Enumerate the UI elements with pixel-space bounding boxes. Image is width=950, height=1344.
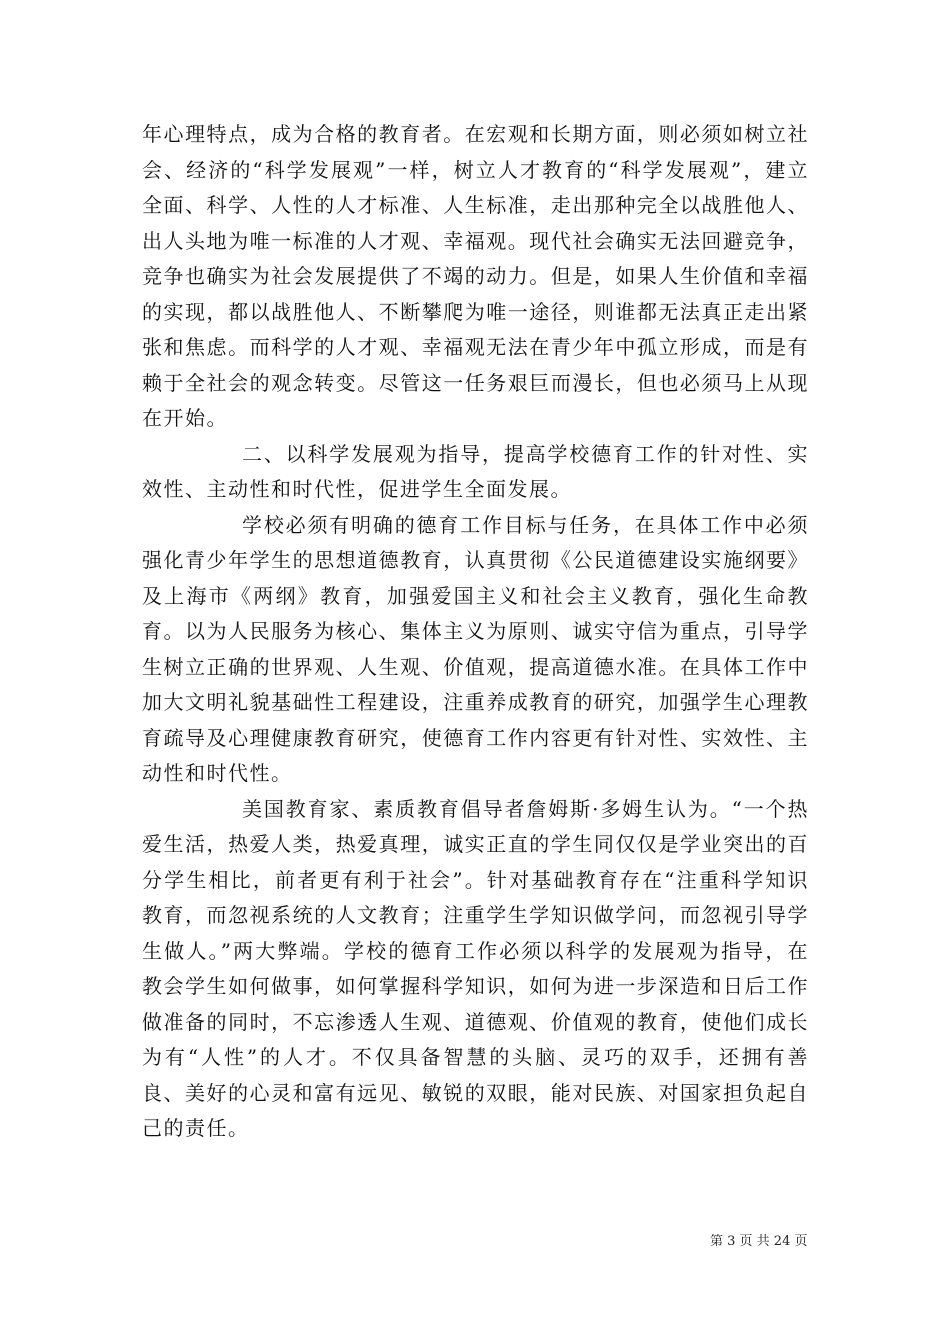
paragraph-continuation: 年心理特点，成为合格的教育者。在宏观和长期方面，则必须如树立社会、经济的“科学发展观”一样，树立人才教育的“科学发展观”，建立全面、科学、人性的人才标准、人生标准，走出那种完全以战胜他人、出人头地为唯一标准的人才观、幸福观。现代社会确实无法回避竞争，竞争也确实为社会发展提供了不竭的动力。但是，如果人生价值和幸福的实现，都以战胜他人、不断攀爬为唯一途径，则谁都无法真正走出紧张和焦虑。而科学的人才观、幸福观无法在青少年中孤立形成，而是有赖于全社会的观念转变。尽管这一任务艰巨而漫长，但也必须马上从现在开始。 <box>142 122 809 430</box>
page-number-footer: 第 3 页 共 24 页 <box>710 1234 808 1249</box>
paragraph-moral-education-goals: 学校必须有明确的德育工作目标与任务，在具体工作中必须强化青少年学生的思想道德教育，认真贯彻《公民道德建设实施纲要》及上海市《两纲》教育，加强爱国主义和社会主义教育，强化生命教育。以为人民服务为核心、集体主义为原则、诚实守信为重点，引导学生树立正确的世界观、人生观、价值观，提高道德水准。在具体工作中加大文明礼貌基础性工程建设，注重养成教育的研究，加强学生心理教育疏导及心理健康教育研究，使德育工作内容更有针对性、实效性、主动性和时代性。 <box>142 512 809 785</box>
document-body <box>142 117 809 1147</box>
section-heading-two: 二、以科学发展观为指导，提高学校德育工作的针对性、实效性、主动性和时代性，促进学生全面发展。 <box>142 441 809 501</box>
paragraph-educator-quote: 美国教育家、素质教育倡导者詹姆斯·多姆生认为。“一个热爱生活，热爱人类，热爱真理，诚实正直的学生同仅仅是学业突出的百分学生相比，前者更有利于社会”。针对基础教育存在“注重科学知识教育，而忽视系统的人文教育；注重学生学知识做学问，而忽视引导学生做人。”两大弊端。学校的德育工作必须以科学的发展观为指导，在教会学生如何做事，如何掌握科学知识，如何为进一步深造和日后工作做准备的同时，不忘渗透人生观、道德观、价值观的教育，使他们成长为有“人性”的人才。不仅具备智慧的头脑、灵巧的双手，还拥有善良、美好的心灵和富有远见、敏锐的双眼，能对民族、对国家担负起自己的责任。 <box>142 796 809 1140</box>
